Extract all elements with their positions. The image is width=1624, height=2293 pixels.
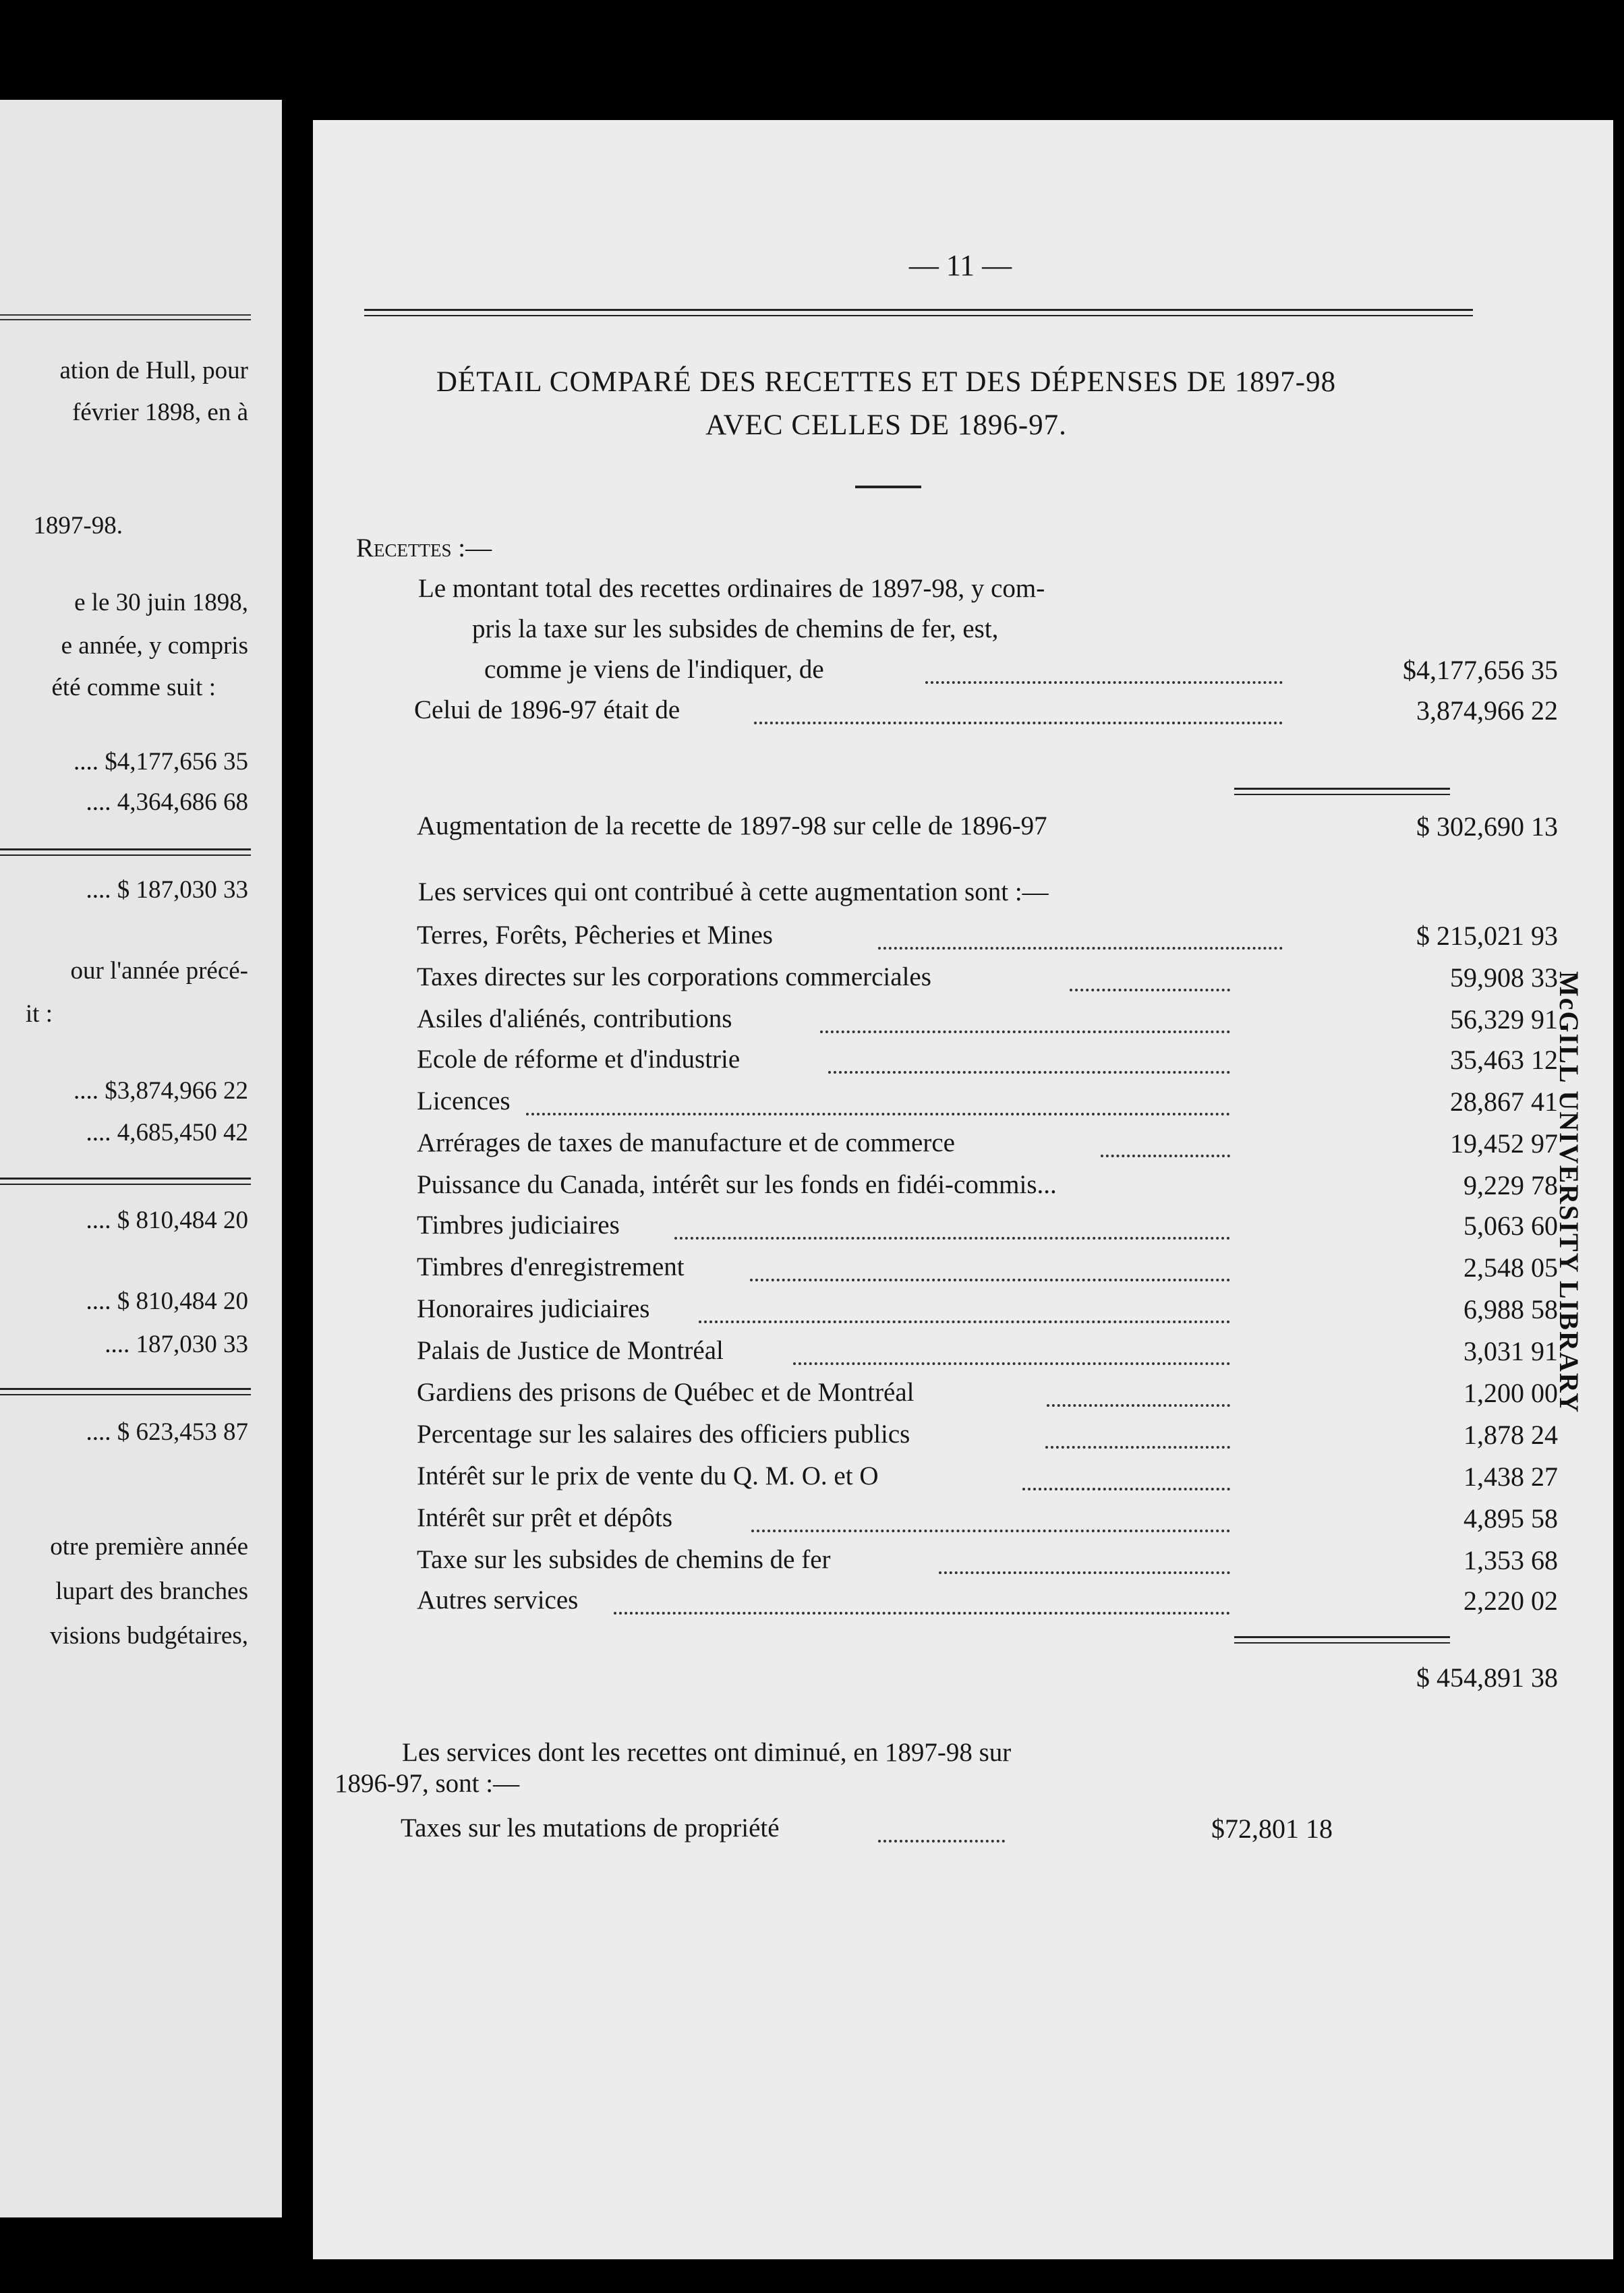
service-label: Arrérages de taxes de manufacture et de commerce <box>417 1128 955 1157</box>
leader-dots <box>754 722 1283 724</box>
leader-dots <box>1101 1155 1230 1157</box>
service-amount: 1,353 68 <box>1463 1545 1558 1575</box>
service-row <box>313 1544 1613 1585</box>
section-title: Recettes :— <box>356 533 492 562</box>
left-line: .... 187,030 33 <box>105 1331 248 1358</box>
service-label: Gardiens des prisons de Québec et de Montréal <box>417 1378 915 1407</box>
increase-amount: $ 302,690 13 <box>1416 811 1558 842</box>
intro-line: pris la taxe sur les subsides de chemins de fer, est, <box>472 614 999 643</box>
service-row <box>313 1128 1613 1168</box>
leader-dots <box>939 1571 1230 1574</box>
service-amount: 35,463 12 <box>1450 1045 1558 1075</box>
increase-label: Augmentation de la recette de 1897-98 sur celle de 1896-97 <box>417 811 1047 840</box>
leader-dots <box>793 1362 1230 1365</box>
right-page <box>313 120 1613 2259</box>
left-line: février 1898, en à <box>72 399 248 426</box>
leader-dots <box>699 1320 1230 1323</box>
services-total: $ 454,891 38 <box>1416 1662 1558 1693</box>
service-row <box>313 1377 1613 1418</box>
intro-total-row <box>313 654 1613 695</box>
intro-amount: $4,177,656 35 <box>1403 655 1558 685</box>
services-total-row <box>313 1662 1613 1702</box>
decrease-intro-line-1: Les services dont les recettes ont diminué, en 1897-98 sur <box>402 1738 1012 1767</box>
decrease-label: Taxes sur les mutations de propriété <box>401 1813 780 1842</box>
top-double-rule <box>364 309 1473 316</box>
left-line: it : <box>25 1000 53 1028</box>
service-row <box>313 962 1613 1002</box>
left-line: ation de Hull, pour <box>59 357 248 384</box>
service-row <box>313 1044 1613 1084</box>
service-row <box>313 1169 1613 1210</box>
left-line: .... $4,177,656 35 <box>74 748 248 776</box>
left-top-rule <box>0 314 251 320</box>
service-label: Percentage sur les salaires des officiers publics <box>417 1420 910 1449</box>
service-row <box>313 1503 1613 1543</box>
service-row <box>313 1086 1613 1126</box>
leader-dots <box>614 1612 1230 1615</box>
leader-dots <box>828 1071 1230 1074</box>
service-label: Timbres d'enregistrement <box>417 1252 685 1281</box>
leader-dots <box>820 1031 1230 1033</box>
service-label: Intérêt sur prêt et dépôts <box>417 1503 673 1532</box>
service-row <box>313 1294 1613 1334</box>
service-label: Timbres judiciaires <box>417 1211 620 1240</box>
service-amount: 1,878 24 <box>1463 1420 1558 1450</box>
service-amount: 28,867 41 <box>1450 1086 1558 1117</box>
left-line: e le 30 juin 1898, <box>74 589 248 616</box>
heading-short-rule <box>855 486 921 488</box>
service-label: Ecole de réforme et d'industrie <box>417 1045 741 1074</box>
increase-row <box>313 811 1613 851</box>
left-line: .... 4,685,450 42 <box>86 1119 248 1146</box>
service-amount: 1,200 00 <box>1463 1378 1558 1408</box>
sum-rule <box>1234 788 1450 795</box>
service-amount: 19,452 97 <box>1450 1128 1558 1159</box>
service-row <box>313 1461 1613 1501</box>
intro-line: Le montant total des recettes ordinaires de 1897-98, y com- <box>418 574 1045 603</box>
leader-dots <box>751 1530 1230 1532</box>
leader-dots <box>878 1840 1005 1842</box>
left-line: .... $ 810,484 20 <box>86 1207 248 1234</box>
service-row <box>313 1585 1613 1625</box>
service-label: Taxes directes sur les corporations commerciales <box>417 962 931 991</box>
left-line: e année, y compris <box>61 632 248 660</box>
leader-dots <box>878 947 1283 950</box>
service-amount: 1,438 27 <box>1463 1461 1558 1492</box>
left-sum-rule <box>0 1388 251 1395</box>
service-row <box>313 1335 1613 1376</box>
service-label: Honoraires judiciaires <box>417 1294 650 1323</box>
service-label: Terres, Forêts, Pêcheries et Mines <box>417 921 773 950</box>
service-amount: 5,063 60 <box>1463 1211 1558 1241</box>
left-page-fragment <box>0 100 282 2217</box>
service-amount: 4,895 58 <box>1463 1503 1558 1534</box>
heading-line-2: AVEC CELLES DE 1896-97. <box>705 409 1067 441</box>
library-stamp: McGILL UNIVERSITY LIBRARY <box>1554 971 1584 1414</box>
service-amount: 3,031 91 <box>1463 1336 1558 1366</box>
leader-dots <box>1045 1446 1230 1449</box>
left-sum-rule <box>0 848 251 856</box>
leader-dots <box>674 1237 1230 1240</box>
service-amount: 2,548 05 <box>1463 1252 1558 1283</box>
service-label: Licences <box>417 1086 511 1115</box>
left-line: été comme suit : <box>51 674 216 701</box>
left-line: lupart des branches <box>55 1577 248 1605</box>
left-line: otre première année <box>50 1533 248 1561</box>
service-amount: 59,908 33 <box>1450 962 1558 993</box>
leader-dots <box>750 1279 1230 1281</box>
left-line: 1897-98. <box>33 512 123 540</box>
leader-dots <box>925 681 1283 684</box>
leader-dots <box>1022 1488 1230 1490</box>
leader-dots <box>526 1113 1230 1115</box>
left-line: .... $3,874,966 22 <box>74 1077 248 1105</box>
decrease-row <box>313 1813 1613 1853</box>
service-label: Taxe sur les subsides de chemins de fer <box>417 1545 831 1574</box>
sum-rule <box>1234 1636 1450 1644</box>
service-amount: 2,220 02 <box>1463 1586 1558 1616</box>
service-row <box>313 1419 1613 1459</box>
service-amount: 56,329 91 <box>1450 1004 1558 1035</box>
left-line: visions budgétaires, <box>50 1622 248 1650</box>
previous-amount: 3,874,966 22 <box>1416 695 1558 726</box>
left-sum-rule <box>0 1178 251 1185</box>
service-row <box>313 1252 1613 1292</box>
service-label: Intérêt sur le prix de vente du Q. M. O. et O <box>417 1461 879 1490</box>
service-amount: 6,988 58 <box>1463 1294 1558 1325</box>
leader-dots <box>1047 1404 1230 1407</box>
service-label: Palais de Justice de Montréal <box>417 1336 724 1365</box>
service-amount: $ 215,021 93 <box>1416 921 1558 951</box>
service-row <box>313 920 1613 960</box>
left-line: .... $ 187,030 33 <box>86 876 248 904</box>
left-line: .... $ 810,484 20 <box>86 1287 248 1315</box>
services-intro: Les services qui ont contribué à cette augmentation sont :— <box>418 877 1049 906</box>
page-number: — 11 — <box>908 249 1012 282</box>
decrease-intro-line-2: 1896-97, sont :— <box>335 1769 520 1798</box>
service-label: Puissance du Canada, intérêt sur les fonds en fidéi-commis... <box>417 1170 1057 1199</box>
previous-label: Celui de 1896-97 était de <box>414 695 680 724</box>
intro-line: comme je viens de l'indiquer, de <box>484 655 824 684</box>
decrease-amount: $72,801 18 <box>1211 1813 1333 1844</box>
heading-line-1: DÉTAIL COMPARÉ DES RECETTES ET DES DÉPENSES DE 1897-98 <box>436 366 1337 398</box>
service-row <box>313 1210 1613 1250</box>
left-line: our l'année précé- <box>70 957 248 985</box>
service-row <box>313 1004 1613 1044</box>
left-line: .... $ 623,453 87 <box>86 1418 248 1446</box>
service-amount: 9,229 78 <box>1463 1170 1558 1200</box>
previous-row <box>313 695 1613 735</box>
service-label: Autres services <box>417 1586 579 1615</box>
service-label: Asiles d'aliénés, contributions <box>417 1004 732 1033</box>
left-line: .... 4,364,686 68 <box>86 788 248 816</box>
leader-dots <box>1070 989 1230 991</box>
